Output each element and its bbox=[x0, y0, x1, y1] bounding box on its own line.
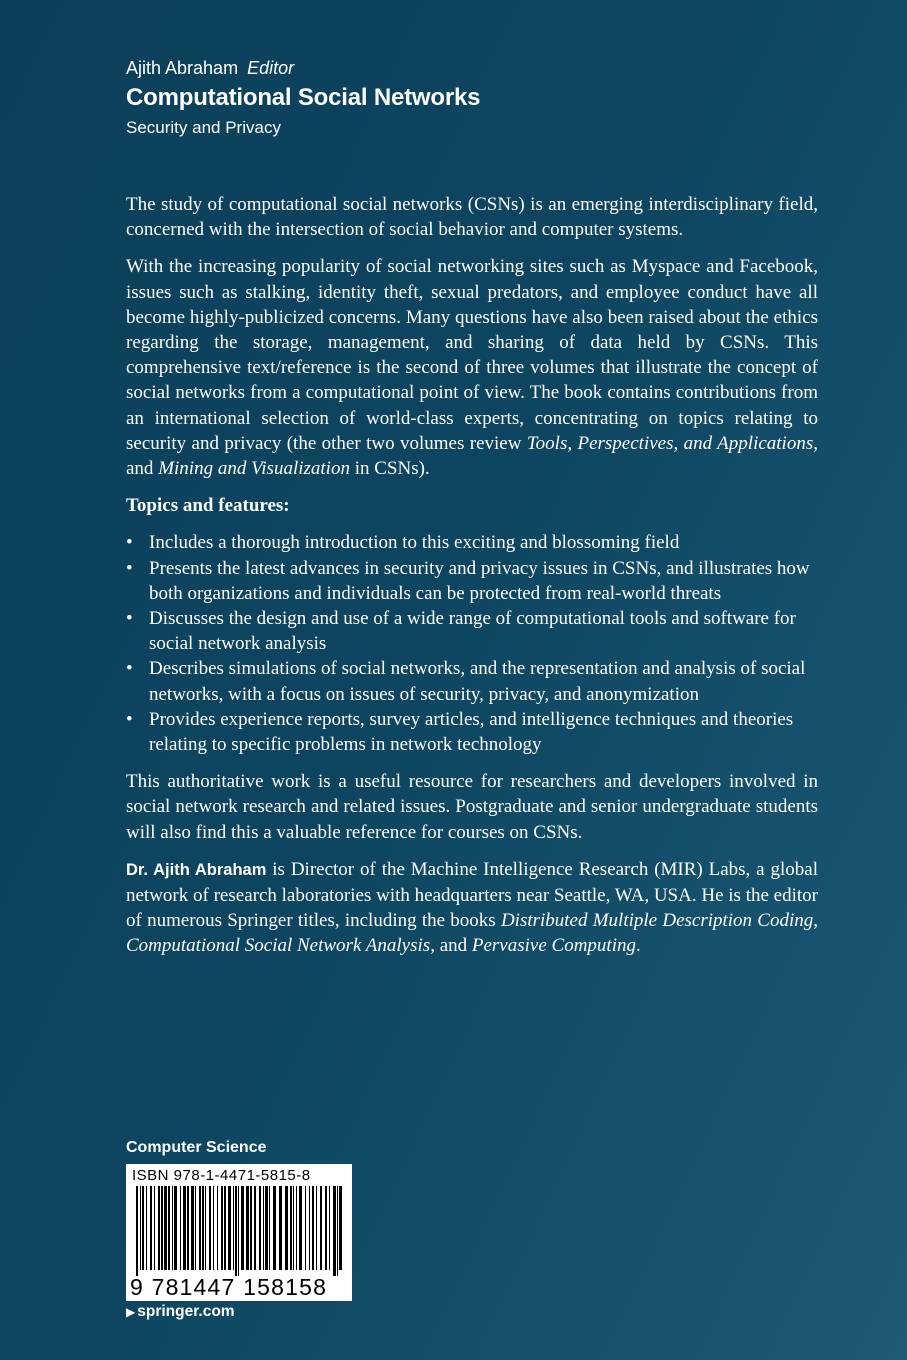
blurb-body bbox=[126, 192, 818, 971]
description-text: in CSNs). bbox=[349, 458, 430, 480]
barcode-bar bbox=[316, 1186, 317, 1270]
barcode-bar bbox=[136, 1186, 138, 1276]
isbn-label: ISBN 978-1-4471-5815-8 bbox=[132, 1167, 311, 1184]
barcode-bar bbox=[269, 1186, 270, 1270]
barcode-bar bbox=[235, 1186, 237, 1276]
barcode-bar bbox=[325, 1186, 327, 1270]
barcode-bar bbox=[146, 1186, 147, 1270]
barcode-bar bbox=[320, 1186, 322, 1270]
barcode-bar bbox=[296, 1186, 297, 1270]
barcode-bar bbox=[228, 1186, 231, 1270]
bio-text: , bbox=[813, 910, 818, 932]
barcode-bar bbox=[202, 1186, 204, 1270]
editor-line bbox=[126, 56, 826, 80]
barcode-bar bbox=[329, 1186, 330, 1270]
barcode-bar bbox=[161, 1186, 163, 1270]
barcode-bar bbox=[290, 1186, 292, 1270]
list-item: • Discusses the design and use of a wide range of computational tools and software for social network analysis bbox=[126, 606, 818, 656]
barcode-bar bbox=[263, 1186, 264, 1270]
cover-header bbox=[126, 56, 826, 140]
barcode-bar bbox=[158, 1186, 160, 1270]
list-item: • Provides experience reports, survey articles, and intelligence techniques and theories relating to specific problems in network technology bbox=[126, 707, 818, 757]
barcode-bar bbox=[172, 1186, 173, 1270]
bio-name: Dr. Ajith Abraham bbox=[126, 860, 267, 879]
features-list bbox=[126, 530, 818, 757]
barcode-bar bbox=[254, 1186, 256, 1270]
list-item: • Includes a thorough introduction to this exciting and blossoming field bbox=[126, 530, 818, 555]
barcode-bar bbox=[224, 1186, 226, 1270]
barcode-bar bbox=[217, 1186, 218, 1270]
barcode-bar bbox=[241, 1186, 244, 1270]
editor-name: Ajith Abraham bbox=[126, 58, 239, 78]
barcode-bar bbox=[221, 1186, 223, 1270]
barcode-bar bbox=[154, 1186, 155, 1270]
barcode-bar bbox=[339, 1186, 342, 1270]
barcode-bar bbox=[164, 1186, 167, 1270]
barcode-bar bbox=[195, 1186, 196, 1270]
description-text: With the increasing popularity of social networking sites such as Myspace and Facebook, issues such as stalking, identity theft, sexual predators, and employee conduct have all become highly-publicized concerns. Many questions have also been raised about the ethics regarding the storage, management, and sharing of data held by CSNs. This comprehensive text/reference is the second of three volumes that illustrate the concept of social networks from a computational point of view. The book contains contributions from an international selection of world-class experts, concentrating on topics relating to security and privacy (the other two volumes review bbox=[126, 256, 818, 454]
barcode-bar bbox=[312, 1186, 314, 1270]
topics-heading: Topics and features: bbox=[126, 495, 290, 517]
barcode-bar bbox=[213, 1186, 214, 1270]
book-subtitle: Security and Privacy bbox=[126, 118, 281, 137]
barcode-bar bbox=[246, 1186, 249, 1270]
barcode-bar bbox=[279, 1186, 282, 1270]
barcode-digits: 9 781447 158158 bbox=[130, 1274, 328, 1300]
bio-text: is Director of the Machine Intelligence Research (MIR) Labs, a global network of research laboratories with headquarters near Seattle, WA, USA. He is the editor of numerous Springer titles, including the books bbox=[126, 858, 818, 932]
barcode-bar bbox=[180, 1186, 181, 1270]
barcode-bar bbox=[209, 1186, 211, 1270]
subject-category: Computer Science bbox=[126, 1139, 267, 1156]
barcode-bar bbox=[150, 1186, 152, 1270]
barcode-bar bbox=[309, 1186, 310, 1270]
list-item: • Presents the latest advances in security and privacy issues in CSNs, and illustrates how both organizations and individuals can be protected from real-world threats bbox=[126, 556, 818, 606]
description-italic-title: Tools, Perspectives, and Applications bbox=[526, 432, 814, 454]
barcode-bar bbox=[174, 1186, 177, 1270]
publisher-url: springer.com bbox=[137, 1303, 235, 1320]
bio-text: . bbox=[635, 935, 641, 957]
barcode-bar bbox=[238, 1186, 239, 1276]
barcode-bar bbox=[273, 1186, 276, 1270]
bio-italic-title: Pervasive Computing bbox=[471, 935, 636, 957]
barcode-bar bbox=[305, 1186, 306, 1270]
barcode-bar bbox=[337, 1186, 338, 1276]
list-item: • Describes simulations of social networks, and the representation and analysis of social networks, with a focus on issues of security, privacy, and anonymization bbox=[126, 656, 818, 706]
isbn-barcode bbox=[126, 1164, 352, 1301]
barcode-bar bbox=[191, 1186, 194, 1270]
bio-italic-title: Computational Social Network Analysis bbox=[126, 935, 431, 957]
barcode-bar bbox=[285, 1186, 288, 1270]
description-italic-title: Mining and Visualization bbox=[158, 458, 350, 480]
barcode-bar bbox=[199, 1186, 201, 1270]
publisher-link[interactable] bbox=[126, 1303, 235, 1321]
barcode-bar bbox=[233, 1186, 234, 1270]
barcode-bar bbox=[250, 1186, 252, 1270]
barcode-bar bbox=[333, 1186, 336, 1276]
barcode-bars-icon bbox=[136, 1186, 342, 1276]
description-text: , and bbox=[126, 432, 818, 480]
barcode-bar bbox=[142, 1186, 144, 1270]
barcode-bar bbox=[140, 1186, 141, 1270]
description-paragraph bbox=[126, 254, 818, 481]
bio-text: , and bbox=[430, 935, 472, 957]
book-title: Computational Social Networks bbox=[126, 84, 481, 111]
barcode-bar bbox=[259, 1186, 261, 1270]
intro-paragraph: The study of computational social networks (CSNs) is an emerging interdisciplinary field, concerned with the intersection of social behavior and computer systems. bbox=[126, 194, 818, 241]
author-bio-paragraph bbox=[126, 857, 818, 959]
summary-paragraph: This authoritative work is a useful resource for researchers and developers involved in social network research and related issues. Postgraduate and senior undergraduate students will also find this a valuable reference for courses on CSNs. bbox=[126, 771, 818, 843]
arrow-right-icon: ▶ bbox=[126, 1305, 136, 1319]
editor-role: Editor bbox=[247, 58, 295, 78]
bio-italic-title: Distributed Multiple Description Coding bbox=[500, 910, 814, 932]
barcode-bar bbox=[168, 1186, 170, 1270]
barcode-bar bbox=[299, 1186, 302, 1270]
barcode-bar bbox=[205, 1186, 206, 1270]
barcode-bar bbox=[265, 1186, 268, 1270]
barcode-bar bbox=[293, 1186, 294, 1270]
barcode-bar bbox=[187, 1186, 189, 1270]
barcode-bar bbox=[183, 1186, 186, 1270]
